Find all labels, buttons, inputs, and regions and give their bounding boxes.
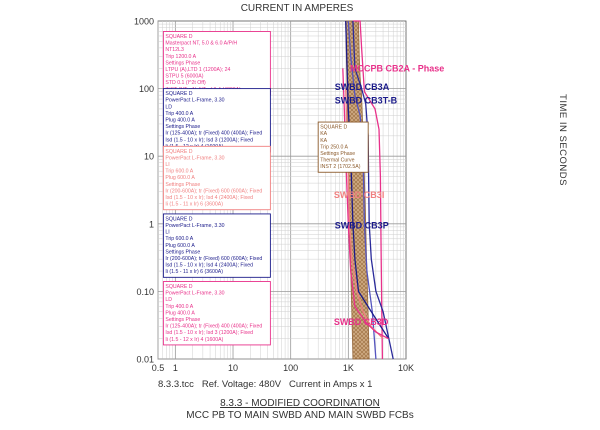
curve-label: SWBD CB3I <box>333 190 385 201</box>
setting-box-line: Trip 600.0 A <box>165 168 194 175</box>
setting-box-line: KA <box>320 137 328 144</box>
setting-box-line: Settings Phase <box>165 181 201 188</box>
setting-box-line: KA <box>320 131 328 138</box>
setting-box-line: Ir (200-600A); tr (Fixed) 600 (600A); Fixed <box>165 188 263 195</box>
setting-box <box>318 122 368 172</box>
setting-box-line: Trip 400.0 A <box>165 110 194 117</box>
setting-box-line: Ir (200-600A); tr (Fixed) 600 (600A); Fixed <box>165 256 263 263</box>
footer-line <box>158 379 372 390</box>
setting-box-line: PowerPact L-Frame, 3.30 <box>165 223 225 230</box>
setting-box-line: SQUARE D <box>165 148 193 155</box>
setting-box-line: STPU 5 (6000A) <box>165 73 204 80</box>
setting-box-line: Settings Phase <box>165 124 201 131</box>
setting-box-line: PowerPact L-Frame, 3.30 <box>165 155 225 162</box>
setting-box-line: Isd (1.5 - 10 x Ir); Isd 4 (2400A); Fixed <box>165 262 254 269</box>
setting-box-line: LTPU (A),LTD 1 (1200A); 24 <box>165 66 231 73</box>
x-tick-label: 100 <box>283 363 299 373</box>
footer-ref-voltage: Ref. Voltage: 480V <box>201 379 282 390</box>
setting-box-line: Plug 600.0 A <box>165 242 195 249</box>
y-axis-title: TIME IN SECONDS <box>557 94 568 186</box>
setting-box-line: Ii (1.5 - 11 x Ir) 6 (3600A) <box>165 269 223 276</box>
y-tick-label: 0.01 <box>136 354 154 365</box>
y-tick-label: 1 <box>148 219 154 230</box>
setting-box-line: Settings Phase <box>165 317 201 324</box>
y-tick-label: 100 <box>138 84 154 95</box>
setting-box-line: Trip 250.0 A <box>320 144 348 151</box>
setting-box-line: PowerPact L-Frame, 3.30 <box>165 290 225 297</box>
setting-box-line: Ii (1.5 - 12 x Ir) 4 (1600A) <box>165 336 224 343</box>
setting-box-line: Settings Phase <box>165 60 201 67</box>
curve-label: SWBD CB3A <box>334 82 390 93</box>
setting-box-line: NT12L3 <box>165 47 184 54</box>
setting-box-line: SQUARE D <box>165 216 193 223</box>
setting-box <box>163 282 270 345</box>
setting-box-line: Ii (1.5 - 11 x Ir) 6 (3600A) <box>165 201 223 208</box>
footer-subheading: MCC PB TO MAIN SWBD AND MAIN SWBD FCBs <box>186 410 414 421</box>
x-tick-label: 1 <box>172 363 178 373</box>
setting-box-line: SQUARE D <box>165 284 193 291</box>
setting-box-line: Isd (1.5 - 10 x Ir); Isd 4 (2400A); Fixed <box>165 195 254 202</box>
setting-box <box>163 89 270 152</box>
chart-title: CURRENT IN AMPERES <box>240 3 354 14</box>
curve-label: SWBD CB3D <box>333 316 389 327</box>
setting-box-line: LI <box>165 162 170 169</box>
setting-box-line: Ir (125-400A); tr (Fixed) 400 (400A); Fixed <box>165 323 263 330</box>
setting-box-line: Settings Phase <box>320 150 356 157</box>
x-tick-label: 1K <box>342 363 354 373</box>
setting-box <box>163 31 270 94</box>
setting-box-line: STD 0.1 (I^2t Off) <box>165 80 206 87</box>
footer-heading: 8.3.3 - MODIFIED COORDINATION <box>220 398 380 409</box>
setting-box-line: Ir (125-400A); tr (Fixed) 400 (400A); Fixed <box>165 130 263 137</box>
setting-box-line: Settings Phase <box>165 249 201 256</box>
setting-box-line: Trip 400.0 A <box>165 303 194 310</box>
y-tick-label: 1000 <box>133 16 154 27</box>
y-tick-label: 10 <box>143 151 154 162</box>
setting-box <box>163 214 270 277</box>
setting-box-line: Trip 600.0 A <box>165 236 194 243</box>
x-tick-label: 10K <box>397 363 415 373</box>
x-tick-label: 10 <box>228 363 239 373</box>
setting-box-line: INST 2 (1702.5A) <box>320 164 361 171</box>
setting-box-line: Plug 600.0 A <box>165 175 195 182</box>
setting-box-line: Trip 1200.0 A <box>165 53 197 60</box>
setting-box-line: SQUARE D <box>165 33 193 40</box>
x-tick-labels <box>152 363 414 373</box>
setting-box <box>163 146 270 209</box>
setting-box-line: Plug 400.0 A <box>165 117 195 124</box>
footer-file: 8.3.3.tcc <box>158 379 194 390</box>
setting-box-line: Isd (1.5 - 10 x Ir); Isd 3 (1200A); Fixed <box>165 330 254 337</box>
setting-box-line: SQUARE D <box>165 91 193 98</box>
setting-box-line: Thermal Curve <box>320 157 355 164</box>
setting-box-line: SQUARE D <box>320 124 348 131</box>
y-tick-labels <box>134 17 154 365</box>
setting-box-line: LI <box>165 229 170 236</box>
setting-box-line: Plug 400.0 A <box>165 310 195 317</box>
curve-label: SWBD CB3T-B <box>334 95 398 106</box>
curve-label: SWBD CB3P <box>334 220 389 231</box>
x-tick-label: 0.5 <box>151 363 165 373</box>
setting-box-line: LD <box>165 104 173 111</box>
setting-box-line: Isd (1.5 - 10 x Ir); Isd 3 (1200A); Fixed <box>165 137 254 144</box>
footer-units: Current in Amps x 1 <box>289 379 373 390</box>
curve-label: MCCPB CB2A - Phase <box>350 63 445 74</box>
setting-box-line: LD <box>165 297 173 304</box>
y-tick-label: 0.10 <box>136 286 154 297</box>
setting-box-line: Masterpact NT, 5.0 & 6.0 A/P/H <box>165 40 238 47</box>
setting-box-line: PowerPact L-Frame, 3.30 <box>165 97 225 104</box>
